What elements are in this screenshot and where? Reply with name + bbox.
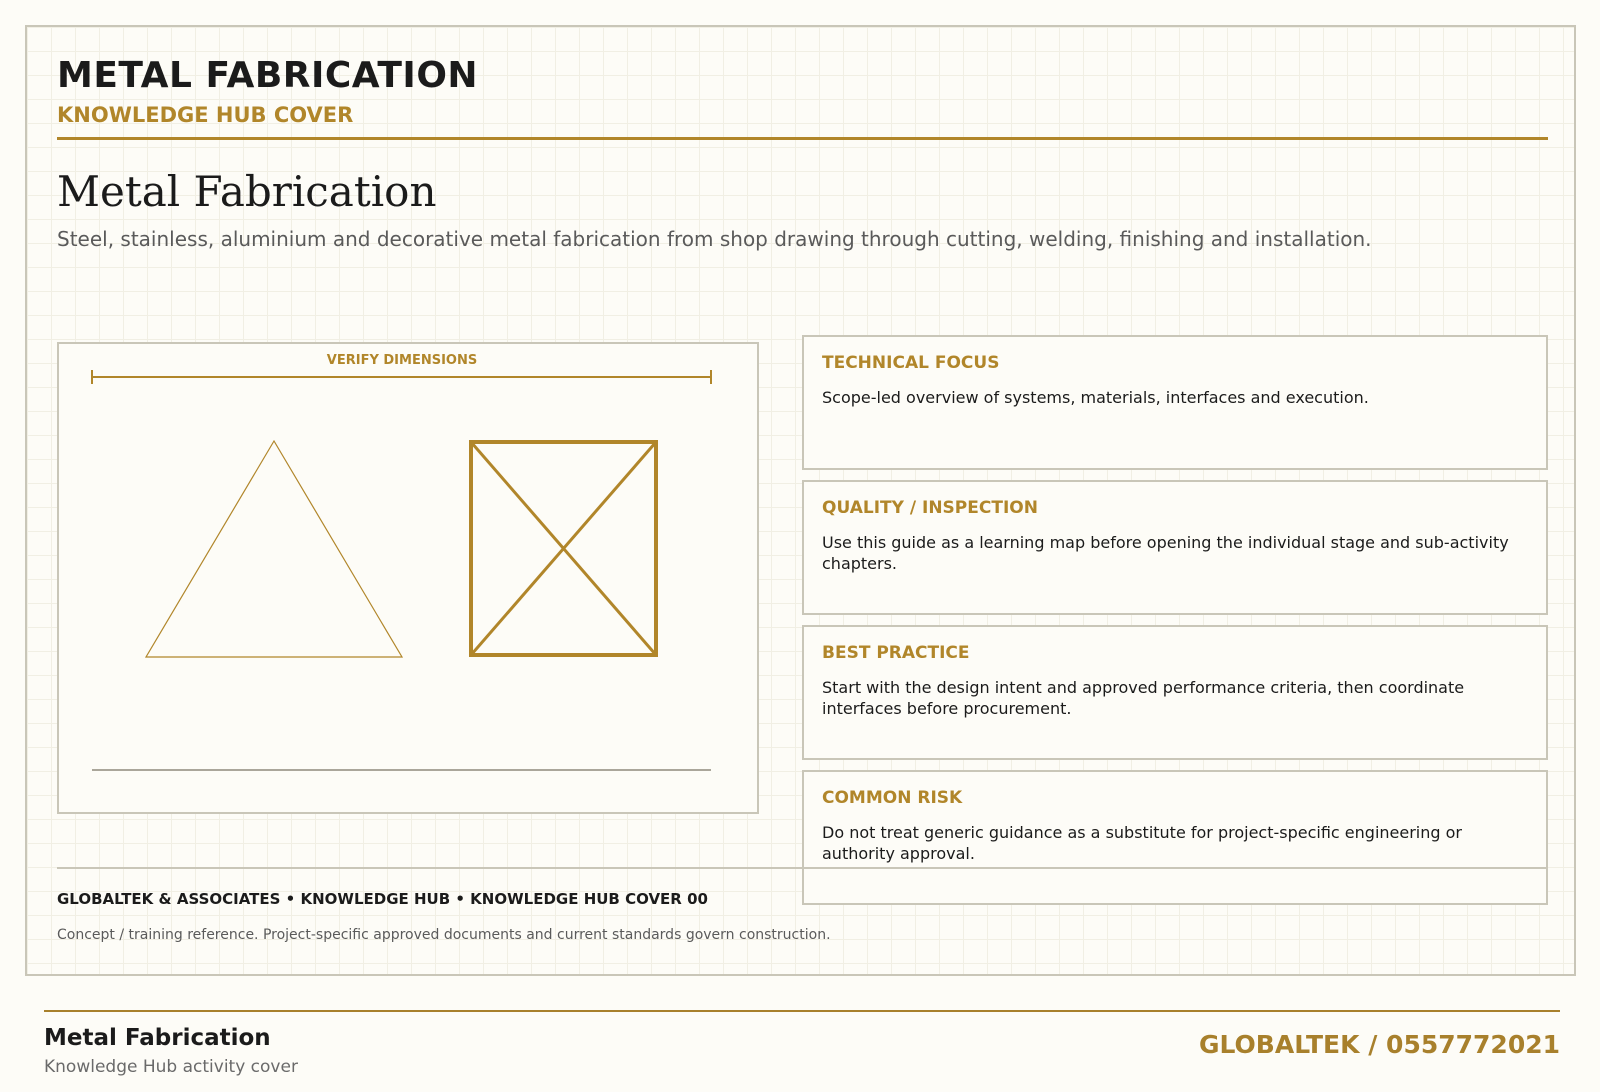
footer-divider: [57, 867, 1548, 869]
card-quality-inspection: [802, 480, 1548, 615]
sheet-footer-credit: GLOBALTEK & ASSOCIATES • KNOWLEDGE HUB • KNOWLEDGE HUB COVER 00: [57, 890, 708, 908]
card-title: BEST PRACTICE: [822, 643, 970, 663]
header-divider: [57, 137, 1548, 140]
crossed-box-shape: [471, 442, 656, 655]
header-title: METAL FABRICATION: [57, 55, 479, 96]
card-body: Scope-led overview of systems, materials, interfaces and execution.: [822, 388, 1369, 407]
diagram-drawing: [59, 344, 757, 812]
dimension-label: VERIFY DIMENSIONS: [326, 353, 478, 368]
card-title: COMMON RISK: [822, 788, 963, 808]
page-description: Steel, stainless, aluminium and decorative metal fabrication from shop drawing through cutting, welding, finishing and installation.: [57, 227, 1372, 251]
triangle-shape: [146, 441, 402, 657]
dimension-line: [92, 370, 711, 384]
page-footer-subtitle: Knowledge Hub activity cover: [44, 1057, 298, 1077]
card-common-risk: [802, 770, 1548, 905]
card-body: Start with the design intent and approved performance criteria, then coordinate interfaces before procurement.: [822, 678, 1465, 718]
header-subtitle: KNOWLEDGE HUB COVER: [57, 103, 354, 127]
page-footer-title: Metal Fabrication: [44, 1025, 271, 1051]
card-technical-focus: [802, 335, 1548, 470]
card-best-practice: [802, 625, 1548, 760]
page-title: Metal Fabrication: [57, 167, 437, 216]
diagram-panel: [57, 342, 759, 814]
page-footer-divider: [44, 1010, 1560, 1012]
sheet-footer-disclaimer: Concept / training reference. Project-specific approved documents and current standards govern construction.: [57, 927, 831, 943]
card-body: Use this guide as a learning map before opening the individual stage and sub-activity chapters.: [822, 533, 1509, 573]
page-footer-brand: GLOBALTEK / 0557772021: [1199, 1030, 1560, 1059]
card-body: Do not treat generic guidance as a substitute for project-specific engineering or authority approval.: [822, 823, 1462, 863]
cover-sheet: [25, 25, 1576, 976]
card-title: TECHNICAL FOCUS: [822, 353, 1000, 373]
card-title: QUALITY / INSPECTION: [822, 498, 1038, 518]
